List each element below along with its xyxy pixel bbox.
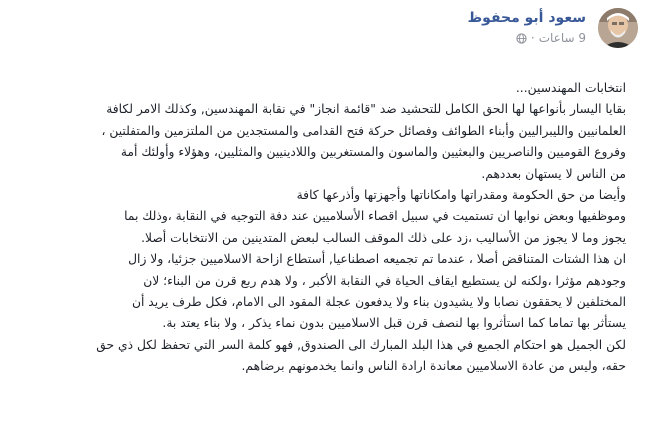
post-line: وأيضا من حق الحكومة ومقدراتها وامكاناتها وأجهزتها وأذرعها كافة xyxy=(296,188,626,203)
post-line: وموظفيها وبعض نوابها ان تستميت في سبيل اقصاء الأسلاميين عند دفة التوجيه في النقابة ،وذلك بما xyxy=(124,209,626,224)
post-body xyxy=(8,78,626,378)
post-line: حقه، وليس من عادة الاسلاميين معاندة ارادة الناس وانما يخدمونهم برضاهم. xyxy=(241,359,626,374)
post-line: يجوز وما لا يجوز من الأساليب ،زد على ذلك الموقف السالب لبعض المتدينين من الانتخابات أصلا. xyxy=(141,230,626,245)
post-timestamp[interactable]: 9 ساعات xyxy=(538,31,586,45)
globe-icon[interactable] xyxy=(516,33,527,44)
post-meta xyxy=(516,31,586,45)
post-header xyxy=(8,6,638,62)
post-line: المختلفين لا يحققون نصابا ولا يشيدون بناء ولا يدفعون عجلة المقود الى الامام، فكل طرف يريد أن xyxy=(131,295,626,310)
post-line: وفروع القوميين والناصريين والبعثيين والماسون والمستغربين واللادينيين والمثليين، وهؤلاء وأولئك أمة xyxy=(120,145,626,160)
post-line: بقايا اليسار بأنواعها لها الحق الكامل للتحشيد ضد "قائمة انجاز" في نقابة المهندسين, وكذلك الامر لكافة xyxy=(106,102,626,117)
post-line: وجودهم مؤثرا ،ولكنه لن يستطيع ايقاف الحياة في النقابة الأكبر ، ولا هدم ربع قرن من البناء؛ لان xyxy=(143,273,626,288)
avatar-image xyxy=(598,8,638,48)
post-line: يستأثر بها تماما كما استأثروا بها لنصف قرن قبل الاسلاميين بدون نماء يذكر ، ولا بناء يعتد بة. xyxy=(162,316,626,331)
post-line: ان هذا الشتات المتناقض أصلا ، عندما تم تجميعه اصطناعيا, أستطاع ازاحة الاسلاميين جزئيا، ولا زال xyxy=(128,252,626,267)
author-avatar[interactable] xyxy=(598,8,638,48)
post-line: العلمانيين والليبراليين وأبناء الطوائف وفصائل حركة فتح القدامى والمستجدين من الملتزمين والمتفلتين ، xyxy=(101,123,626,138)
author-name[interactable]: سعود أبو محفوظ xyxy=(467,10,586,26)
post-line: انتخابات المهندسين... xyxy=(515,81,626,95)
meta-separator: · xyxy=(530,31,535,45)
post-line: لكن الجميل هو احتكام الجميع في هذا البلد المبارك الى الصندوق, فهو كلمة السر التي تحفظ لكل ذي حق xyxy=(96,337,626,352)
post-line: من الناس لا يستهان بعددهم. xyxy=(481,166,626,181)
